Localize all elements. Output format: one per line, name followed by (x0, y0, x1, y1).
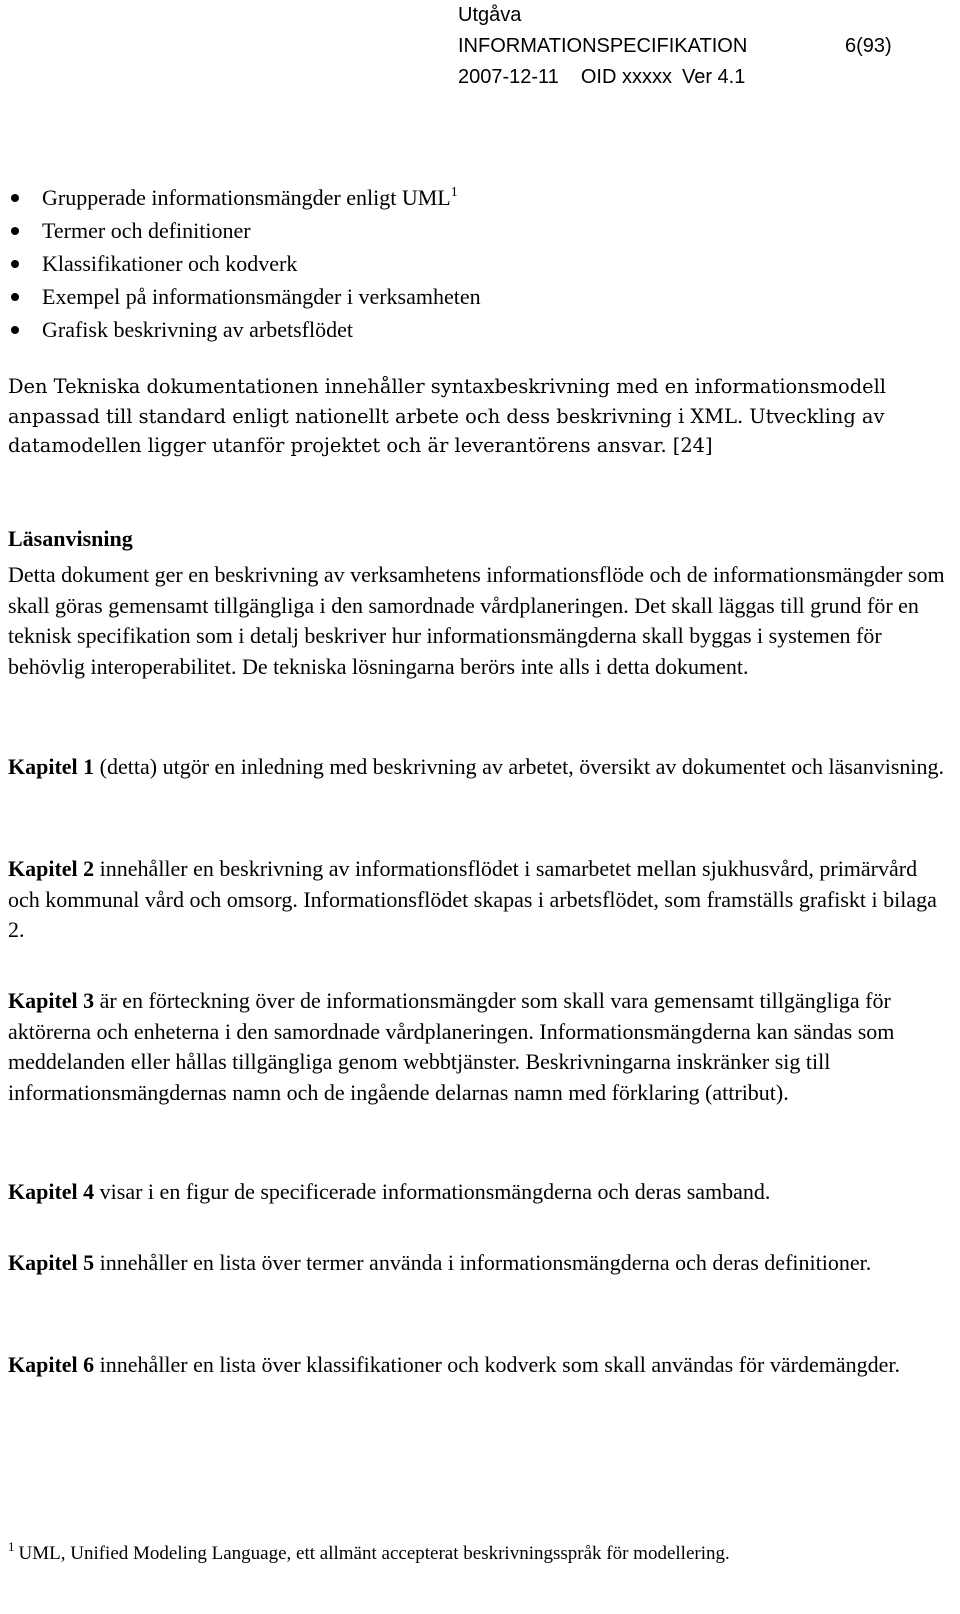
header-title: INFORMATIONSPECIFIKATION (458, 35, 748, 57)
chapter-label: Kapitel 1 (8, 754, 95, 779)
header-title-row (458, 31, 892, 62)
list-item (0, 214, 481, 247)
footnote-text: UML, Unified Modeling Language, ett allmänt accepterat beskrivningsspråk för modellering. (18, 1543, 730, 1564)
list-item-text: Termer och definitioner (42, 218, 251, 243)
list-item-text: Klassifikationer och kodverk (42, 251, 298, 276)
bullet-icon (11, 194, 19, 202)
list-item (0, 280, 481, 313)
reading-guide-heading: Läsanvisning (8, 526, 133, 551)
footnote (8, 1540, 730, 1568)
chapter-label: Kapitel 5 (8, 1250, 95, 1275)
list-item-text: Grafisk beskrivning av arbetsflödet (42, 317, 353, 342)
footnote-number: 1 (8, 1539, 15, 1554)
chapter-text: visar i en figur de specificerade informationsmängderna och deras samband. (94, 1179, 771, 1204)
list-item (0, 247, 481, 280)
chapter-6-paragraph (8, 1350, 953, 1381)
chapter-text: innehåller en lista över klassifikationer och kodverk som skall användas för värdemängder. (94, 1352, 900, 1377)
list-item (0, 313, 481, 346)
header-meta-row (458, 62, 747, 93)
chapter-5-paragraph (8, 1248, 953, 1279)
chapter-text: innehåller en beskrivning av informationsflödet i samarbetet mellan sjukhusvård, primärvård och kommunal vård och omsorg. Informationsflödet skapas i arbetsflödet, som framställs grafiskt i bilaga 2. (8, 856, 937, 942)
header-page-number: 6(93) (845, 35, 892, 57)
chapter-text: innehåller en lista över termer använda i informationsmängderna och deras definitioner. (94, 1250, 872, 1275)
header-date: 2007-12-11 (458, 66, 559, 88)
content-bullet-list (0, 181, 481, 346)
chapter-text: är en förteckning över de informationsmängder som skall vara gemensamt tillgängliga för aktörerna och enheterna i den samordnade vårdplaneringen. Informationsmängderna kan sändas som meddelanden eller hållas tillgängliga genom webbtjänster. Beskrivningarna inskränker sig till informationsmängdernas namn och de ingående delarnas namn med förklaring (attribut). (8, 988, 895, 1105)
chapter-3-paragraph (8, 986, 953, 1108)
chapter-label: Kapitel 6 (8, 1352, 95, 1377)
bullet-icon (11, 227, 19, 235)
list-item-text: Grupperade informationsmängder enligt UML (42, 185, 451, 210)
chapter-1-paragraph (8, 752, 953, 783)
chapter-label: Kapitel 3 (8, 988, 95, 1013)
bullet-icon (11, 293, 19, 301)
header-edition: Utgåva (458, 4, 522, 26)
header-oid: OID xxxxx (580, 66, 672, 88)
header-version: Ver 4.1 (681, 66, 746, 88)
chapter-label: Kapitel 2 (8, 856, 95, 881)
list-item (0, 181, 481, 214)
chapter-label: Kapitel 4 (8, 1179, 95, 1204)
chapter-2-paragraph (8, 854, 953, 946)
chapter-4-paragraph (8, 1177, 953, 1208)
page-header (458, 0, 892, 93)
reading-guide-paragraph: Detta dokument ger en beskrivning av verksamhetens informationsflöde och de informationsmängder som skall göras gemensamt tillgängliga i den samordnade vårdplaneringen. Det skall läggas till grund för en teknisk specifikation som i detalj beskriver hur informationsmängderna skall byggas i systemen för behövlig interoperabilitet. De tekniska lösningarna berörs inte alls i detta dokument. (8, 562, 945, 679)
bullet-icon (11, 260, 19, 268)
chapter-text: (detta) utgör en inledning med beskrivning av arbetet, översikt av dokumentet och läsanvisning. (94, 754, 945, 779)
list-item-text: Exempel på informationsmängder i verksamheten (42, 284, 481, 309)
technical-documentation-paragraph: Den Tekniska dokumentationen innehåller syntaxbeskrivning med en informationsmodell anpassad till standard enligt nationellt arbete och dess beskrivning i XML. Utveckling av datamodellen ligger utanför projektet och är leverantörens ansvar. [24] (8, 375, 887, 457)
bullet-icon (11, 326, 19, 334)
footnote-reference[interactable]: 1 (450, 185, 458, 200)
